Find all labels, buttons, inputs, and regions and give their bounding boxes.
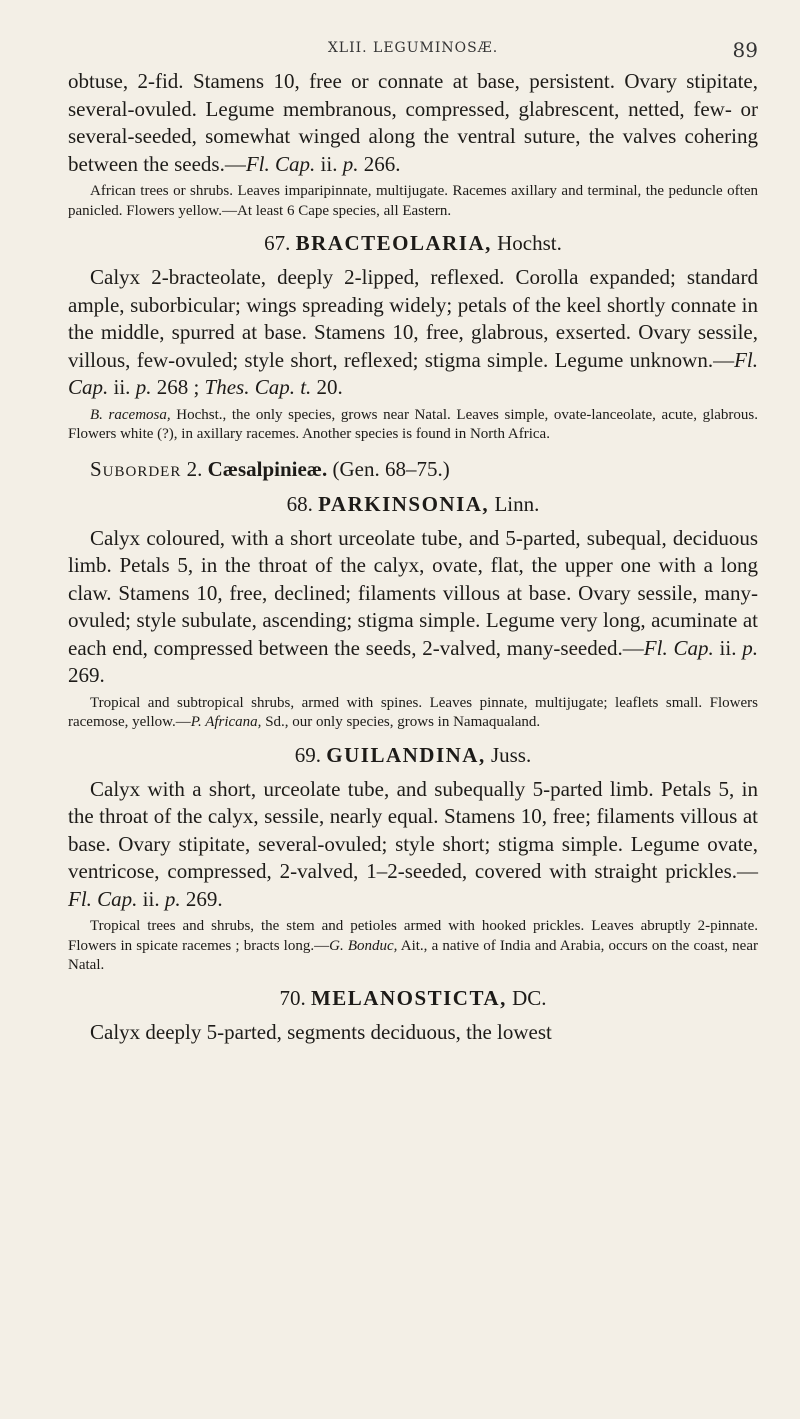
genus-note-67: B. racemosa, Hochst., the only species, grows near Natal. Leaves simple, ovate-lanceolate, acute, glabrous. Flowers white (?), in axillary racemes. Another species is found in North Africa. xyxy=(68,406,758,442)
genus-heading-67: 67. BRACTEOLARIA, Hochst. xyxy=(264,231,562,255)
genus-author: Hochst. xyxy=(497,231,562,255)
running-head xyxy=(68,40,758,68)
citation: Fl. Cap. xyxy=(245,151,316,176)
genus-heading-70: 70. MELANOSTICTA, DC. xyxy=(279,985,547,1010)
genus-name: MELANOSTICTA, xyxy=(310,985,507,1010)
intro-note: African trees or shrubs. Leaves imparipinnate, multijugate. Racemes axillary and terminal, the peduncle often panicled. Flowers yellow.—At least 6 Cape species, all Eastern. xyxy=(68,183,758,219)
genus-name: BRACTEOLARIA, xyxy=(295,231,492,255)
genus-note-69: Tropical trees and shrubs, the stem and petioles armed with hooked prickles. Leaves abruptly 2-pinnate. Flowers in spicate racemes ; bracts long.—G. Bonduc, Ait., a native of India and Arabia, occurs on the coast, near Natal. xyxy=(68,918,758,973)
genus-author: Juss. xyxy=(490,742,532,767)
genus-name: GUILANDINA, xyxy=(326,742,486,767)
genus-name: PARKINSONIA, xyxy=(318,491,490,516)
intro-paragraph: obtuse, 2-fid. Stamens 10, free or connate at base, persistent. Ovary stipitate, several-ovuled. Legume membranous, compressed, glabrescent, netted, few- or several-seeded, somewhat winged along the ventral suture, the valves cohering between the seeds.—Fl. Cap. ii. p. 266. xyxy=(68,69,758,176)
genus-heading-68: 68. PARKINSONIA, Linn. xyxy=(286,491,540,516)
genus-note-68: Tropical and subtropical shrubs, armed with spines. Leaves pinnate, multijugate; leaflets small. Flowers racemose, yellow.—P. Africana, Sd., our only species, grows in Namaqualand. xyxy=(68,694,758,730)
genus-description-67: Calyx 2-bracteolate, deeply 2-lipped, reflexed. Corolla expanded; standard ample, suborbicular; wings spreading widely; petals of the keel shortly connate in the middle, spurred at base. Stamens 10, free, glabrous, exserted. Ovary sessile, villous, few-ovuled; style short, reflexed; stigma simple. Legume unknown.—Fl. Cap. ii. p. 268 ; Thes. Cap. t. 20. xyxy=(68,265,758,399)
genus-description-68: Calyx coloured, with a short urceolate tube, and 5-parted, subequal, deciduous limb. Petals 5, in the throat of the calyx, ovate, flat, the upper one with a long claw. Stamens 10, free, declined; filaments villous at base. Ovary sessile, many-ovuled; style subulate, ascending; stigma simple. Legume very long, acuminate at each end, compressed between the seeds, 2-valved, many-seeded.—Fl. Cap. ii. p. 269. xyxy=(68,525,759,687)
genus-author: Linn. xyxy=(494,491,540,516)
genus-description-70: Calyx deeply 5-parted, segments deciduous, the lowest xyxy=(90,1019,552,1044)
genus-author: DC. xyxy=(512,985,547,1010)
page-number: 89 xyxy=(732,38,758,62)
genus-heading-69: 69. GUILANDINA, Juss. xyxy=(294,742,532,767)
running-head-title: XLII. LEGUMINOSÆ. xyxy=(327,40,499,56)
book-page xyxy=(68,40,758,1046)
genus-description-69: Calyx with a short, urceolate tube, and subequally 5-parted limb. Petals 5, in the throat of the calyx, sessile, nearly equal. Stamens 10, free; filaments villous at base. Ovary stipitate, several-ovuled; style short; stigma simple. Legume ovate, ventricose, compressed, 2-valved, 1–2-seeded, covered with straight prickles.—Fl. Cap. ii. p. 269. xyxy=(68,776,758,911)
suborder-heading: Suborder 2. Cæsalpinieæ. (Gen. 68–75.) xyxy=(90,456,450,481)
